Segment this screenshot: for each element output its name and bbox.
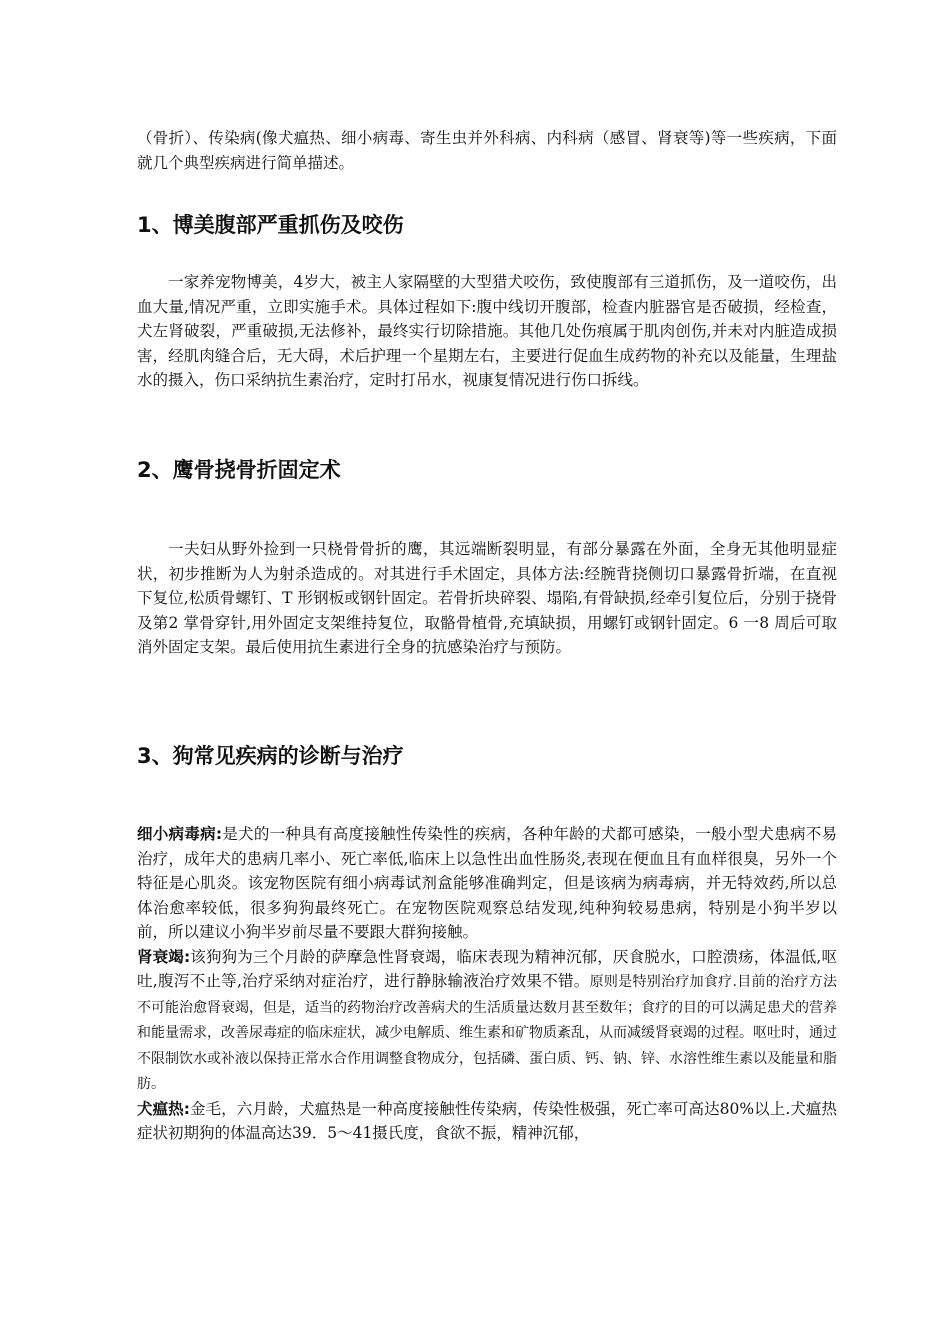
disease-item-parvovirus bbox=[137, 822, 837, 945]
disease-description: 该狗狗为三个月龄的萨摩急性肾衰竭，临床表现为精神沉郁，厌食脱水，口腔溃疡，体温低,呕吐,腹泻不止等,治疗采纳对症治疗，进行静脉输液治疗效果不错。 bbox=[137, 947, 837, 990]
section-2-paragraph: 一夫妇从野外捡到一只桡骨骨折的鹰，其远端断裂明显，有部分暴露在外面，全身无其他明显症状，初步推断为人为射杀造成的。对其进行手术固定，具体方法:经腕背挠侧切口暴露骨折端，在直视下复位,松质骨螺钉、T 形钢板或钢针固定。若骨折块碎裂、塌陷,有骨缺损,经牵引复位后，分别于挠骨及第2 掌骨穿针,用外固定支架维持复位，取骼骨植骨,充填缺损，用螺钉或钢针固定。6 一8 周后可取消外固定支架。最后使用抗生素进行全身的抗感染治疗与预防。 bbox=[137, 540, 837, 656]
disease-list bbox=[137, 822, 837, 1146]
disease-description: 金毛，六月龄，犬瘟热是一种高度接触性传染病，传染性极强，死亡率可高达80%以上.犬瘟热症状初期狗的体温高达39．5～41摄氏度，食欲不振，精神沉郁， bbox=[137, 1099, 837, 1142]
section-1-paragraph: 一家养宠物博美，4岁大，被主人家隔壁的大型猎犬咬伤，致使腹部有三道抓伤，及一道咬伤，出血大量,情况严重，立即实施手术。具体过程如下:腹中线切开腹部，检查内脏器官是否破损，经检查，犬左肾破裂，严重破损,无法修补，最终实行切除措施。其他几处伤痕属于肌肉创伤,并未对内脏造成损害，经肌肉缝合后，无大碍，术后护理一个星期左右，主要进行促血生成药物的补充以及能量，生理盐水的摄入，伤口采纳抗生素治疗，定时打吊水，视康复情况进行伤口拆线。 bbox=[137, 273, 837, 389]
disease-term: 犬瘟热: bbox=[137, 1099, 190, 1118]
intro-paragraph: （骨折）、传染病(像犬瘟热、细小病毒、寄生虫并外科病、内科病（感冒、肾衰等)等一些疾病，下面就几个典型疾病进行简单描述。 bbox=[137, 129, 837, 172]
section-heading-1: 1、博美腹部严重抓伤及咬伤 bbox=[137, 213, 404, 237]
disease-item-distemper bbox=[137, 1097, 837, 1146]
disease-description-small: 原则是特别治疗加食疗.目前的治疗方法不可能治愈肾衰竭，但是，适当的药物治疗改善病犬的生活质量达数月甚至数年；食疗的目的可以满足患犬的营养和能量需求，改善尿毒症的临床症状，减少电解质、维生素和矿物质紊乱，从而减缓肾衰竭的过程。呕吐时，通过不限制饮水或补液以保持正常水合作用调整食物成分，包括磷、蛋白质、钙、钠、锌、水溶性维生素以及能量和脂肪。 bbox=[137, 974, 837, 1092]
disease-term: 肾衰竭: bbox=[137, 947, 191, 966]
disease-term: 细小病毒病: bbox=[137, 825, 223, 843]
section-heading-2: 2、鹰骨挠骨折固定术 bbox=[137, 458, 341, 482]
disease-description: 是犬的一种具有高度接触性传染性的疾病，各种年龄的犬都可感染，一般小型犬患病不易治疗，成年犬的患病几率小、死亡率低,临床上以急性出血性肠炎,表现在便血且有血样很臭，另外一个特征是心肌炎。该宠物医院有细小病毒试剂盒能够准确判定，但是该病为病毒病，并无特效药,所以总体治愈率较低，很多狗狗最终死亡。在宠物医院观察总结发现,纯种狗较易患病，特别是小狗半岁以前，所以建议小狗半岁前尽量不要跟大群狗接触。 bbox=[137, 825, 837, 941]
disease-item-renal-failure bbox=[137, 945, 837, 1097]
section-heading-3: 3、狗常见疾病的诊断与治疗 bbox=[137, 744, 404, 768]
